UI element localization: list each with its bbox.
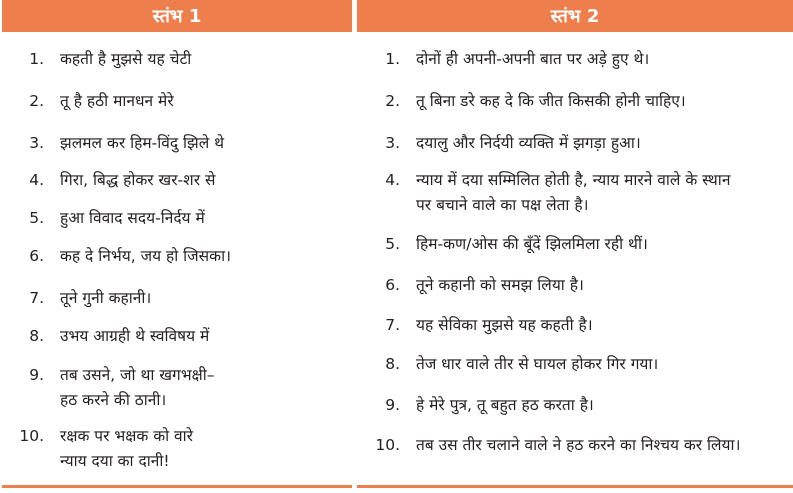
item-text — [60, 47, 191, 72]
column-1-header: स्तंभ 1 — [2, 0, 352, 32]
item-text — [60, 324, 209, 349]
item-text-line: दयालु और निर्दयी व्यक्ति में झगड़ा हुआ। — [416, 134, 641, 152]
item-text — [416, 433, 740, 458]
item-text-line: तेज धार वाले तीर से घायल होकर गिर गया। — [416, 355, 659, 373]
item-number: 1. — [29, 50, 44, 68]
item-text-line: तू बिना डरे कह दे कि जीत किसकी होनी चाहिए। — [416, 92, 686, 110]
item-number: 7. — [29, 289, 44, 307]
item-text-line: न्याय दया का दानी! — [60, 452, 170, 470]
item-number: 5. — [29, 209, 44, 227]
item-number: 6. — [385, 276, 400, 294]
item-text — [60, 206, 205, 231]
item-number: 4. — [385, 171, 400, 189]
column-2-header: स्तंभ 2 — [357, 0, 793, 32]
item-number: 5. — [385, 235, 400, 253]
item-number: 3. — [29, 134, 44, 152]
item-text — [416, 47, 649, 72]
item-number: 7. — [385, 316, 400, 334]
item-text — [416, 168, 730, 218]
item-number: 4. — [29, 171, 44, 189]
item-number: 9. — [385, 396, 400, 414]
item-text-line: रक्षक पर भक्षक को वारे — [60, 427, 194, 445]
item-text — [60, 363, 215, 413]
item-text — [60, 168, 215, 193]
item-text-line: पर बचाने वाले का पक्ष लेता है। — [416, 196, 589, 214]
item-number: 9. — [29, 366, 44, 384]
item-text-line: तब उस तीर चलाने वाले ने हठ करने का निश्चय कर लिया। — [416, 436, 741, 454]
item-number: 3. — [385, 134, 400, 152]
item-text-line: हिम-कण/ओस की बूँदें झिलमिला रही थीं। — [416, 235, 648, 253]
item-number: 8. — [29, 327, 44, 345]
item-text — [416, 89, 686, 114]
item-text — [416, 232, 648, 257]
item-text — [416, 393, 594, 418]
item-number: 2. — [385, 92, 400, 110]
item-number: 8. — [385, 355, 400, 373]
item-number: 10. — [375, 436, 400, 454]
item-text — [60, 286, 151, 311]
item-text-line: न्याय में दया सम्मिलित होती है, न्याय मारने वाले के स्थान — [416, 171, 731, 189]
item-text-line: तब उसने, जो था खगभक्षी– — [60, 366, 215, 384]
item-text-line: हठ करने की ठानी। — [60, 391, 167, 409]
item-text — [416, 131, 641, 156]
item-text-line: कह दे निर्भय, जय हो जिसका। — [60, 247, 231, 265]
item-number: 2. — [29, 92, 44, 110]
item-text-line: तूने गुनी कहानी। — [60, 289, 152, 307]
bottom-rule-right — [357, 485, 793, 488]
item-text-line: तू है हठी मानधन मेरे — [60, 92, 174, 110]
item-text-line: दोनों ही अपनी-अपनी बात पर अड़े हुए थे। — [416, 50, 650, 68]
item-text — [60, 424, 193, 474]
bottom-rule-left — [2, 485, 352, 488]
item-text-line: गिरा, बिद्ध होकर खर-शर से — [60, 171, 216, 189]
item-number: 6. — [29, 247, 44, 265]
item-number: 10. — [19, 427, 44, 445]
item-text — [416, 273, 584, 298]
item-text — [60, 89, 174, 114]
item-text-line: यह सेविका मुझसे यह कहती है। — [416, 316, 593, 334]
item-text — [416, 352, 658, 377]
item-text — [60, 244, 231, 269]
item-text-line: कहती है मुझसे यह चेटी — [60, 50, 192, 68]
item-text-line: उभय आग्रही थे स्वविषय में — [60, 327, 210, 345]
item-text-line: तूने कहानी को समझ लिया है। — [416, 276, 584, 294]
item-text-line: हे मेरे पुत्र, तू बहुत हठ करता है। — [416, 396, 594, 414]
item-text — [60, 131, 224, 156]
item-text — [416, 313, 593, 338]
item-text-line: झलमल कर हिम-विंदु झिले थे — [60, 134, 225, 152]
item-text-line: हुआ विवाद सदय-निर्दय में — [60, 209, 205, 227]
item-number: 1. — [385, 50, 400, 68]
